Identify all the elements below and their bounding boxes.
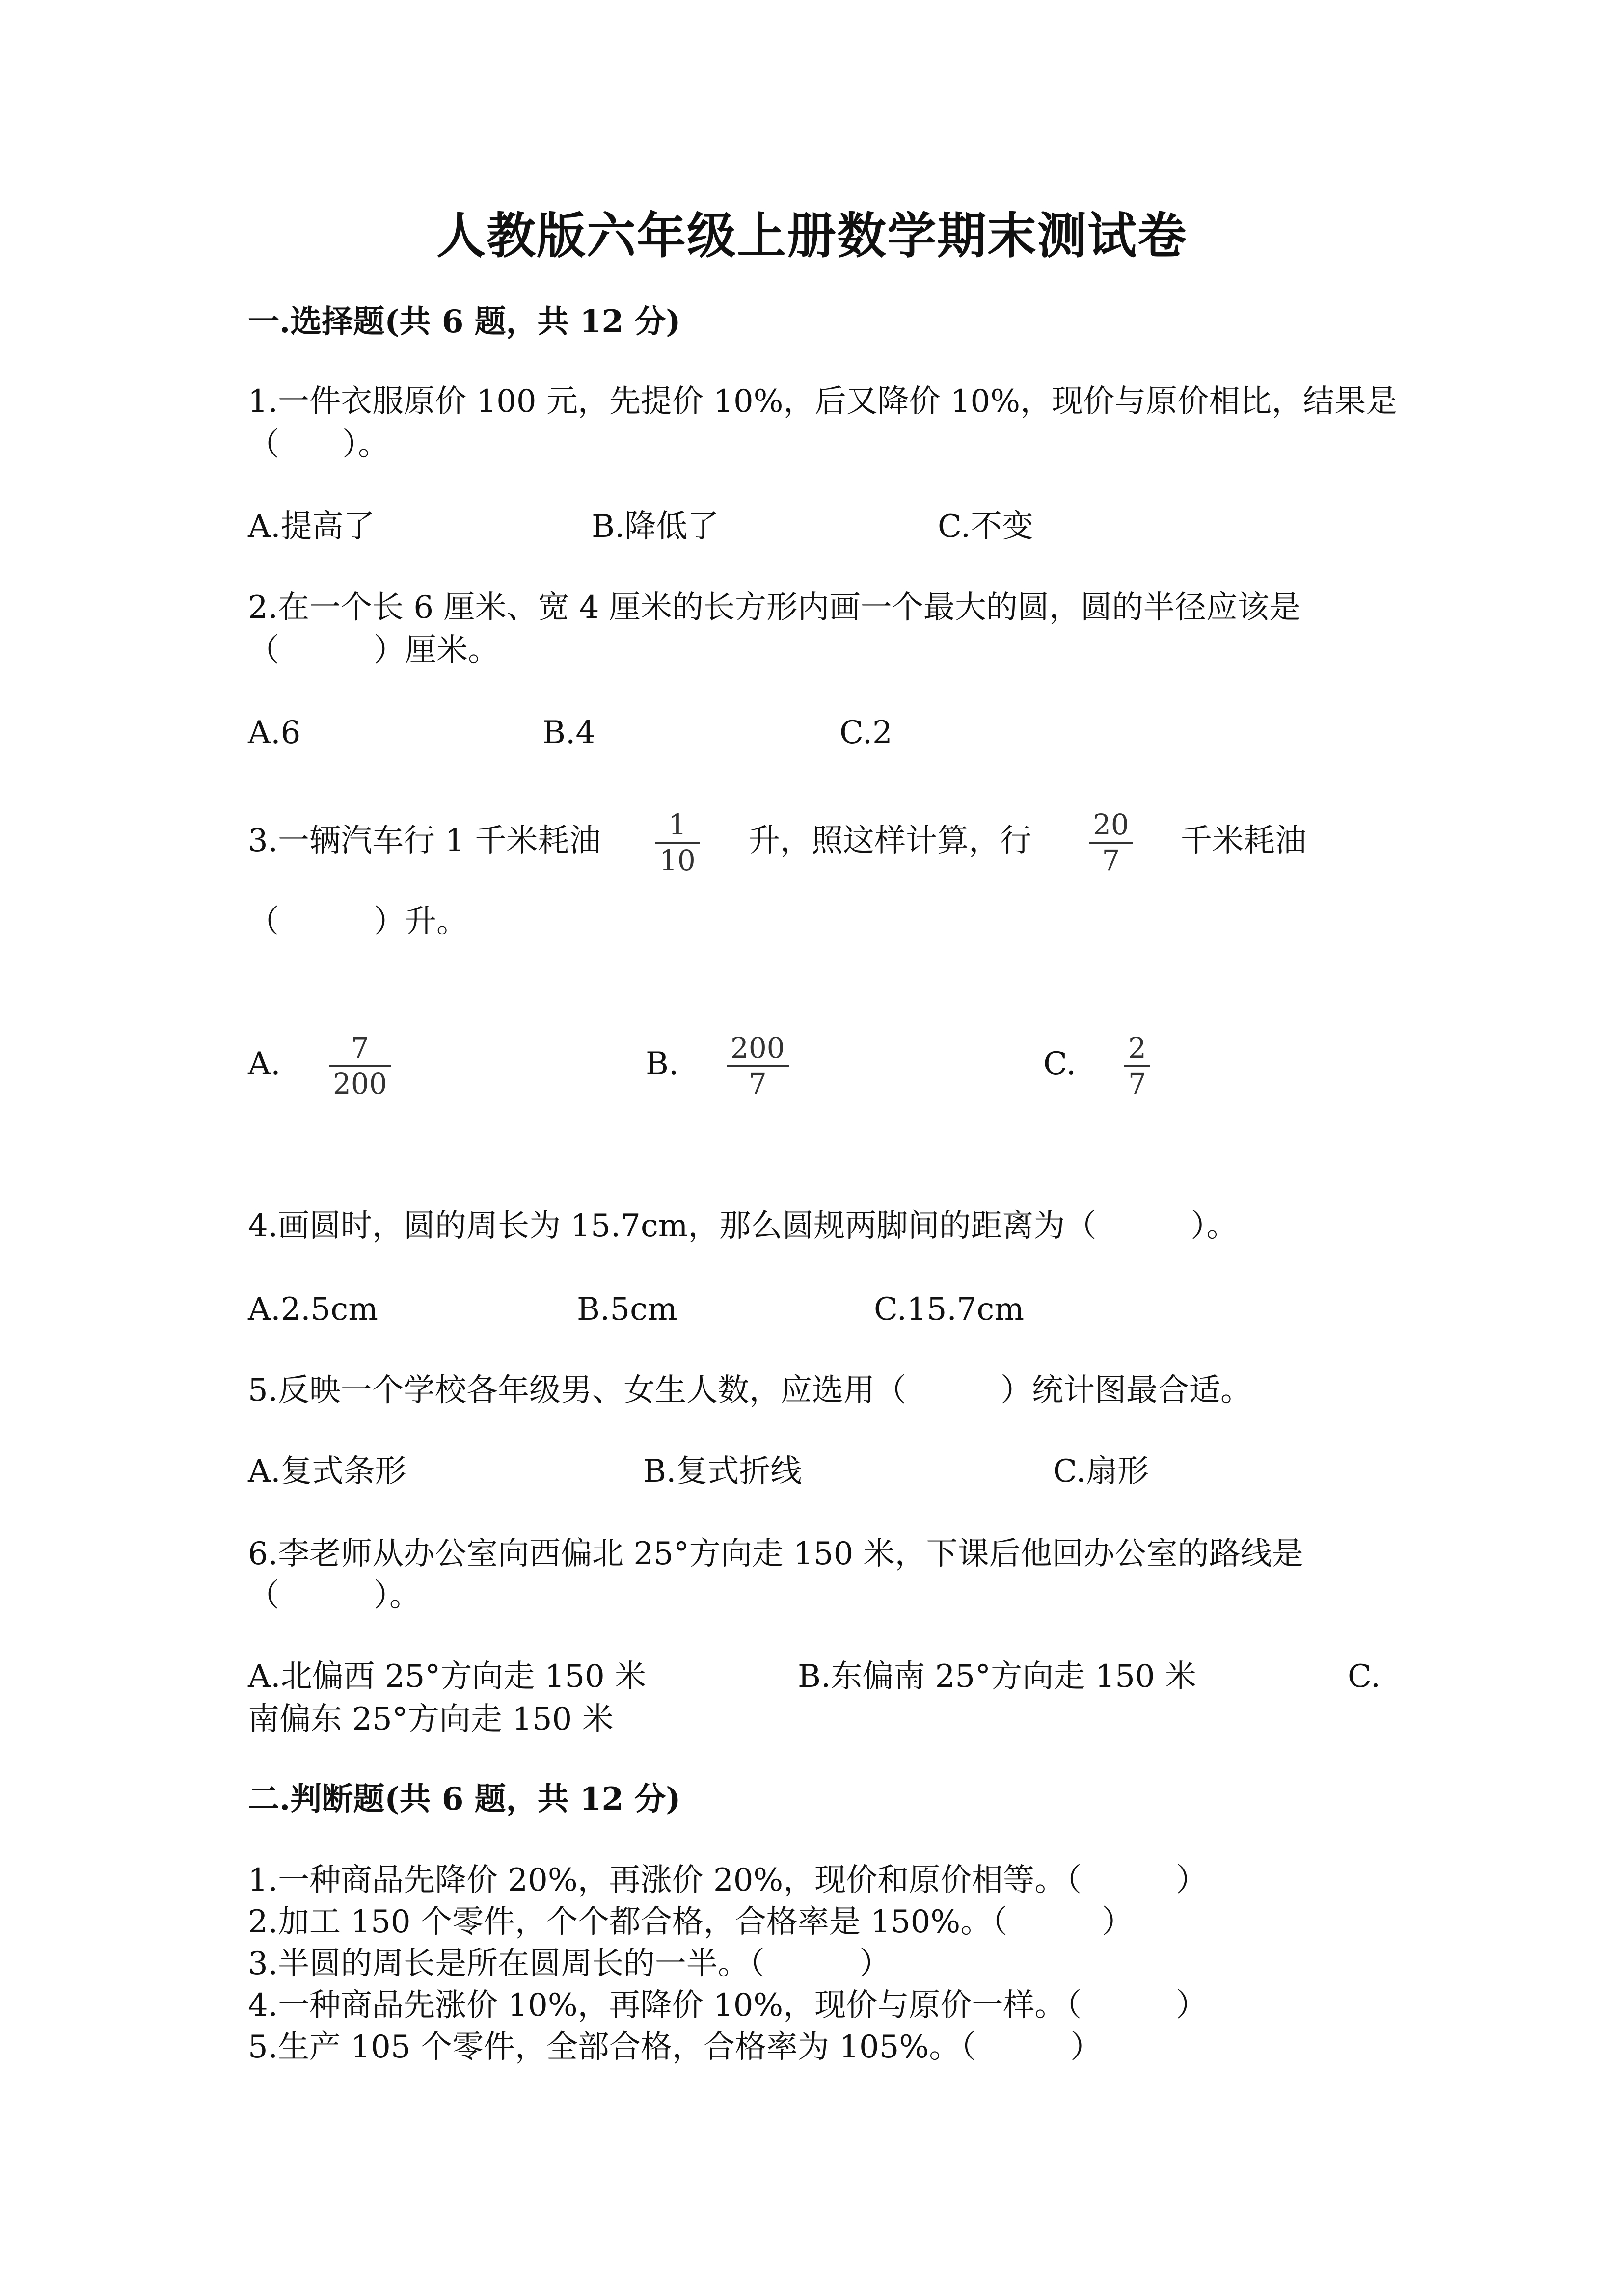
fraction-denominator: 10 [659, 843, 696, 877]
question-3-option-a-label: A. [248, 1046, 281, 1082]
question-5-text: 5.反映一个学校各年级男、女生人数，应选用（ ）统计图最合适。 [248, 1372, 1252, 1409]
question-5-option-b: B.复式折线 [643, 1453, 802, 1490]
question-2-text: 2.在一个长 6 厘米、宽 4 厘米的长方形内画一个最大的圆，圆的半径应该是 [248, 589, 1300, 626]
fraction-numerator: 1 [668, 808, 687, 841]
question-4-option-c: C.15.7cm [874, 1291, 1025, 1328]
question-3-fraction-1 [655, 810, 700, 876]
fraction-denominator: 7 [1128, 1067, 1146, 1100]
question-6-blank: （ ）。 [248, 1577, 421, 1614]
question-4-option-a: A.2.5cm [248, 1291, 378, 1328]
question-1-text: 1.一件衣服原价 100 元，先提价 10%，后又降价 10%，现价与原价相比，结果是 [248, 383, 1398, 420]
fraction-numerator: 20 [1093, 808, 1129, 841]
question-2-option-b: B.4 [542, 715, 596, 751]
question-6-option-c: C. [1348, 1658, 1381, 1695]
question-2-option-a: A.6 [248, 715, 301, 751]
judgement-item-3: 3.半圆的周长是所在圆周长的一半。（ ） [248, 1946, 891, 1982]
fraction-denominator: 7 [748, 1067, 767, 1100]
question-1-option-b: B.降低了 [592, 508, 719, 545]
judgement-item-5: 5.生产 105 个零件，全部合格，合格率为 105%。（ ） [248, 2029, 1102, 2065]
question-3-fraction-2 [1089, 810, 1133, 876]
question-2-blank: （ ）厘米。 [248, 632, 499, 668]
question-1-option-c: C.不变 [938, 508, 1034, 545]
question-5-option-a: A.复式条形 [248, 1453, 406, 1490]
question-3-text-part1: 3.一辆汽车行 1 千米耗油 [248, 823, 601, 859]
fraction-numerator: 7 [351, 1031, 369, 1065]
question-1-blank: （ ）。 [248, 427, 389, 463]
judgement-item-2: 2.加工 150 个零件，个个都合格，合格率是 150%。（ ） [248, 1904, 1134, 1940]
section-heading-judgement: 二.判断题(共 6 题，共 12 分) [248, 1781, 681, 1817]
question-1-option-a: A.提高了 [248, 508, 375, 545]
section-heading-choice: 一.选择题(共 6 题，共 12 分) [248, 303, 681, 340]
question-4-text: 4.画圆时，圆的周长为 15.7cm，那么圆规两脚间的距离为（ ）。 [248, 1208, 1238, 1244]
question-3-option-b-fraction [727, 1033, 789, 1099]
question-6-option-a: A.北偏西 25°方向走 150 米 [248, 1658, 647, 1695]
fraction-denominator: 200 [333, 1067, 387, 1100]
question-3-option-b-label: B. [646, 1046, 679, 1082]
question-3-text-part2: 升，照这样计算，行 [749, 823, 1031, 859]
question-3-option-c-fraction [1124, 1033, 1150, 1099]
question-3-blank: （ ）升。 [248, 904, 468, 940]
question-3-option-a-fraction [329, 1033, 391, 1099]
fraction-numerator: 2 [1128, 1031, 1146, 1065]
question-6-text: 6.李老师从办公室向西偏北 25°方向走 150 米，下课后他回办公室的路线是 [248, 1536, 1303, 1572]
question-6-option-b: B.东偏南 25°方向走 150 米 [798, 1658, 1196, 1695]
question-3-option-c-label: C. [1043, 1046, 1077, 1082]
question-5-option-c: C.扇形 [1053, 1453, 1149, 1490]
fraction-denominator: 7 [1102, 843, 1120, 877]
page-title: 人教版六年级上册数学期末测试卷 [436, 207, 1188, 265]
question-6-option-c-continuation: 南偏东 25°方向走 150 米 [248, 1701, 614, 1737]
fraction-numerator: 200 [731, 1031, 785, 1065]
question-3-text-part3: 千米耗油 [1181, 823, 1306, 859]
question-2-option-c: C.2 [839, 715, 893, 751]
judgement-item-1: 1.一种商品先降价 20%，再涨价 20%，现价和原价相等。（ ） [248, 1862, 1208, 1898]
judgement-item-4: 4.一种商品先涨价 10%，再降价 10%，现价与原价一样。（ ） [248, 1987, 1208, 2024]
question-4-option-b: B.5cm [577, 1291, 677, 1328]
